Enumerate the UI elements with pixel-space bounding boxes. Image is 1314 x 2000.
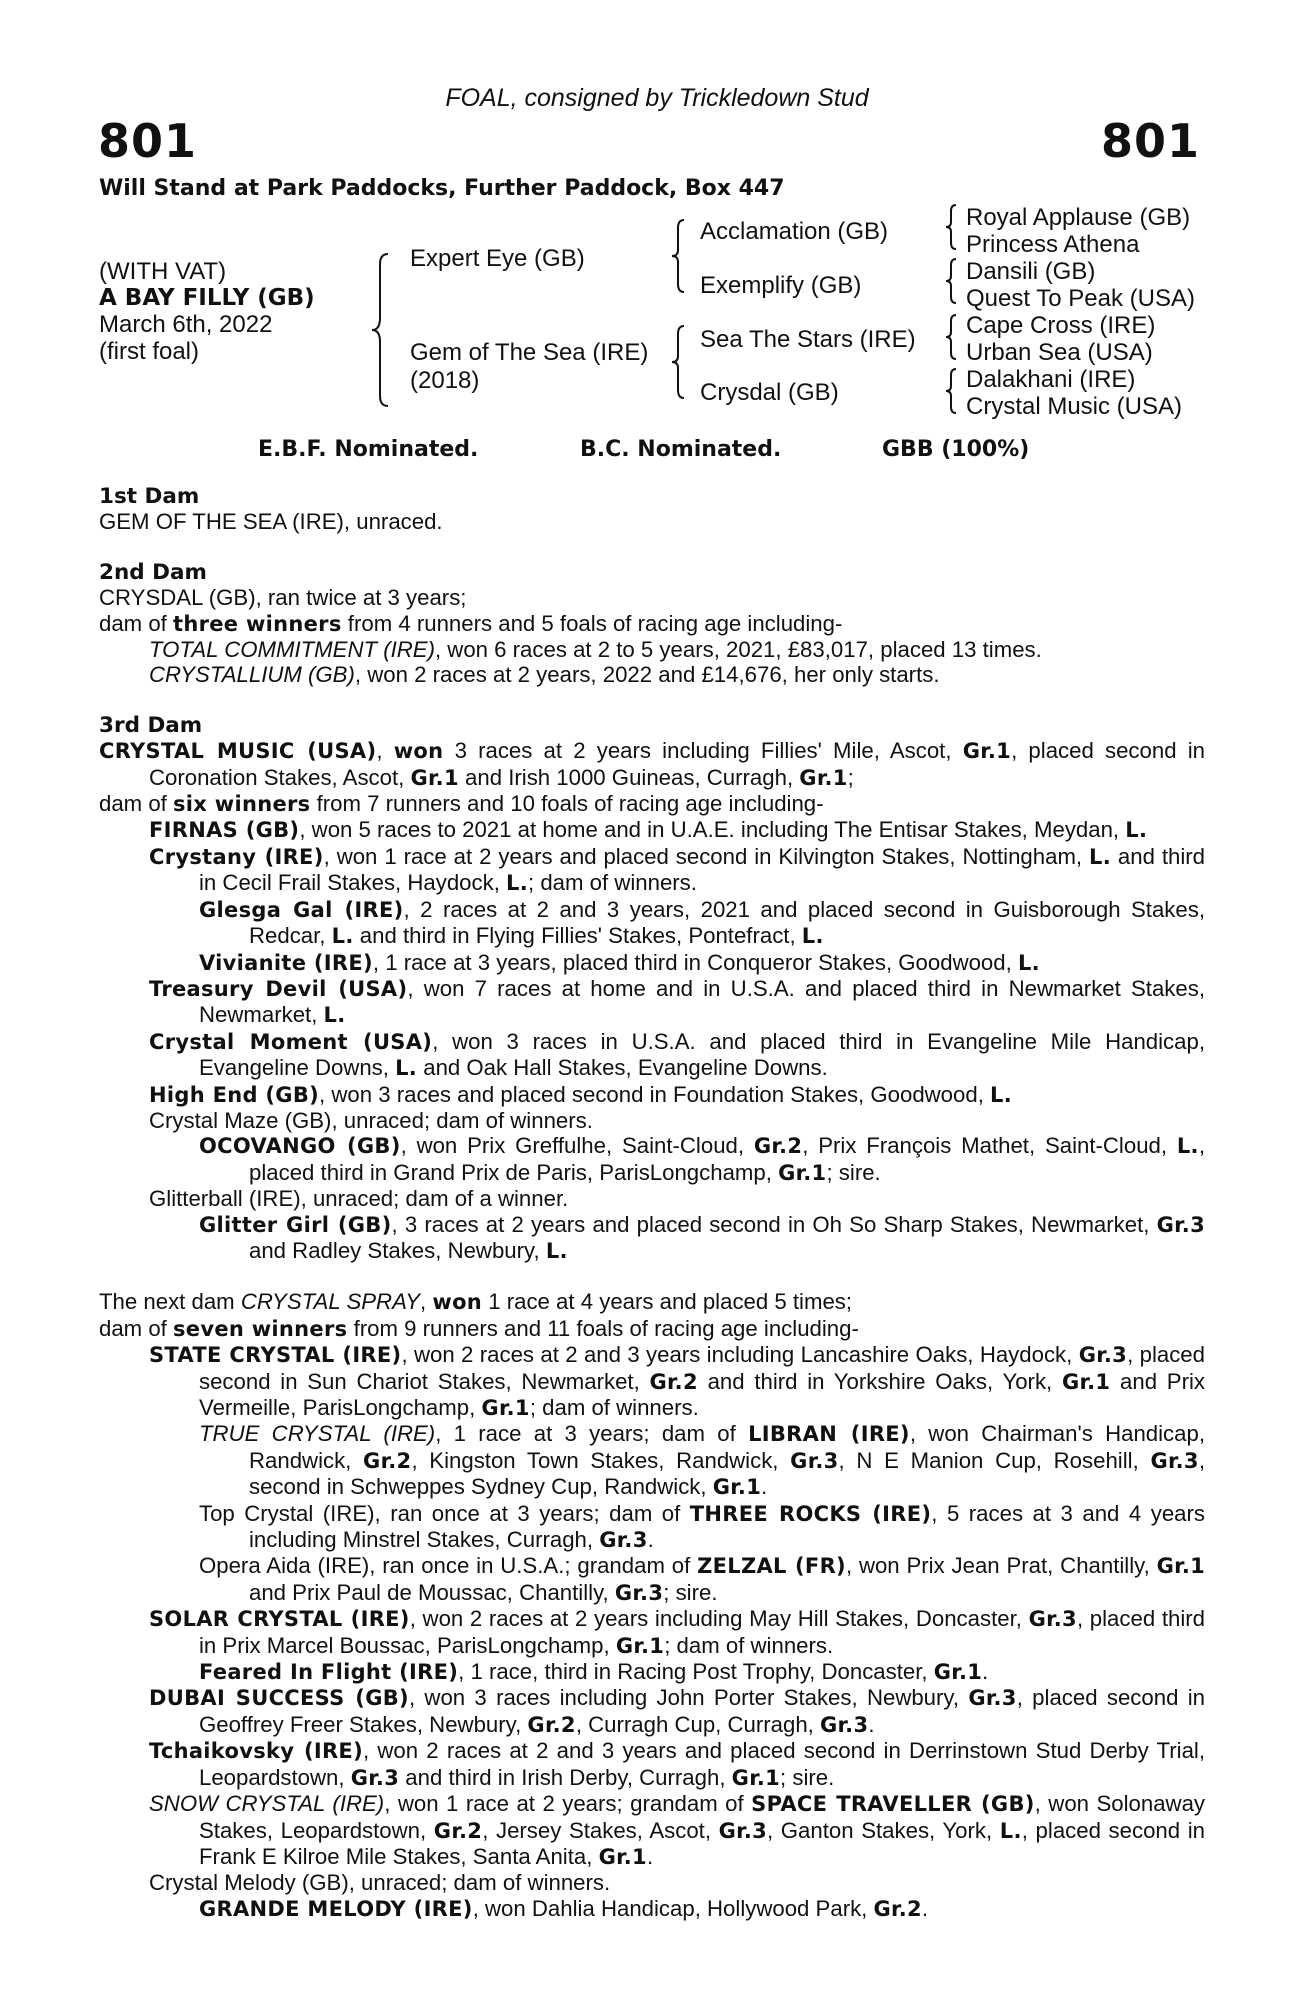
pedigree-sdd: Quest To Peak (USA) bbox=[966, 285, 1195, 312]
bc-nomination: B.C. Nominated. bbox=[580, 437, 782, 462]
pedigree-ddd: Crystal Music (USA) bbox=[966, 393, 1183, 420]
offspring-entry: Feared In Flight (IRE), 1 race, third in Racing Post Trophy, Doncaster, Gr.1. bbox=[199, 1659, 989, 1685]
pedigree-dam-sire: Sea The Stars (IRE) bbox=[700, 326, 916, 353]
offspring-entry: DUBAI SUCCESS (GB), won 3 races including John Porter Stakes, Newbury, Gr.3, placed second in Geoffrey Freer Stakes, Newbury, Gr.2, Curragh Cup, Curragh, Gr.3. bbox=[149, 1685, 1205, 1737]
offspring-entry: GRANDE MELODY (IRE), won Dahlia Handicap, Hollywood Park, Gr.2. bbox=[199, 1895, 929, 1921]
offspring-entry: Glesga Gal (IRE), 2 races at 2 and 3 years, 2021 and placed second in Guisborough Stakes, Redcar, L. and third in Flying Fillies' Stakes, Pontefract, L. bbox=[199, 896, 1205, 949]
third-dam-produce-line: dam of six winners from 7 runners and 10 foals of racing age including- bbox=[99, 791, 824, 817]
pedigree-dam-dam: Crysdal (GB) bbox=[700, 379, 839, 406]
second-dam-heading: 2nd Dam bbox=[99, 559, 207, 585]
offspring-entry: Top Crystal (IRE), ran once at 3 years; dam of THREE ROCKS (IRE), 5 races at 3 and 4 years including Minstrel Stakes, Curragh, Gr.3. bbox=[199, 1500, 1205, 1553]
offspring-entry: SOLAR CRYSTAL (IRE), won 2 races at 2 years including May Hill Stakes, Doncaster, Gr.3, placed third in Prix Marcel Boussac, ParisLongchamp, Gr.1; dam of winners. bbox=[149, 1606, 1205, 1658]
pedigree-brace-ds bbox=[942, 312, 960, 362]
offspring-entry: TRUE CRYSTAL (IRE), 1 race at 3 years; dam of LIBRAN (IRE), won Chairman's Handicap, Randwick, Gr.2, Kingston Town Stakes, Randwick, Gr.3, N E Manion Cup, Rosehill, Gr.3, second in Schweppes Sydney Cup, Randwick, Gr.1. bbox=[199, 1421, 1205, 1500]
first-dam-text: GEM OF THE SEA (IRE), unraced. bbox=[99, 509, 443, 535]
pedigree-brace-dd bbox=[942, 366, 960, 416]
second-dam-line: CRYSDAL (GB), ran twice at 3 years; bbox=[99, 585, 467, 611]
foal-note: (first foal) bbox=[99, 338, 200, 365]
offspring-entry: CRYSTALLIUM (GB), won 2 races at 2 years, 2022 and £14,676, her only starts. bbox=[149, 662, 940, 688]
pedigree-dss: Cape Cross (IRE) bbox=[966, 312, 1156, 339]
pedigree-dds: Dalakhani (IRE) bbox=[966, 366, 1136, 393]
third-dam-heading: 3rd Dam bbox=[99, 712, 203, 738]
offspring-entry: Crystany (IRE), won 1 race at 2 years and placed second in Kilvington Stakes, Nottingham, L. and third in Cecil Frail Stakes, Haydock, L.; dam of winners. bbox=[149, 843, 1206, 896]
lot-number-right: 801 bbox=[1100, 114, 1200, 168]
pedigree-sire: Expert Eye (GB) bbox=[410, 245, 585, 272]
offspring-entry: Glitterball (IRE), unraced; dam of a winner. bbox=[149, 1186, 569, 1212]
offspring-entry: Glitter Girl (GB), 3 races at 2 years and placed second in Oh So Sharp Stakes, Newmarket, Gr.3 and Radley Stakes, Newbury, L. bbox=[199, 1211, 1205, 1263]
gbb-status: GBB (100%) bbox=[882, 437, 1030, 462]
pedigree-dsd: Urban Sea (USA) bbox=[966, 339, 1153, 366]
stand-location: Will Stand at Park Paddocks, Further Paddock, Box 447 bbox=[99, 176, 785, 201]
offspring-entry: Crystal Moment (USA), won 3 races in U.S.A. and placed third in Evangeline Mile Handicap, Evangeline Downs, L. and Oak Hall Stakes, Evangeline Downs. bbox=[149, 1028, 1205, 1081]
offspring-entry: FIRNAS (GB), won 5 races to 2021 at home and in U.A.E. including The Entisar Stakes, Meydan, L. bbox=[149, 817, 1148, 843]
offspring-entry: Opera Aida (IRE), ran once in U.S.A.; grandam of ZELZAL (FR), won Prix Jean Prat, Chantilly, Gr.1 and Prix Paul de Moussac, Chantilly, Gr.3; sire. bbox=[199, 1553, 1206, 1605]
next-dam-produce-line: dam of seven winners from 9 runners and 11 foals of racing age including- bbox=[99, 1315, 859, 1341]
foaling-date: March 6th, 2022 bbox=[99, 311, 273, 338]
offspring-entry: Vivianite (IRE), 1 race at 3 years, placed third in Conqueror Stakes, Goodwood, L. bbox=[199, 949, 1040, 975]
horse-name: A BAY FILLY (GB) bbox=[99, 285, 315, 311]
next-dam-line: The next dam CRYSTAL SPRAY, won 1 race at 4 years and placed 5 times; bbox=[99, 1289, 853, 1315]
pedigree-brace-sire bbox=[668, 216, 688, 296]
second-dam-produce-line: dam of three winners from 4 runners and 5 foals of racing age including- bbox=[99, 610, 843, 636]
offspring-entry: STATE CRYSTAL (IRE), won 2 races at 2 and 3 years including Lancashire Oaks, Haydock, Gr.3, placed second in Sun Chariot Stakes, Newmarket, Gr.2 and third in Yorkshire Oaks, York, Gr.1 and Prix Vermeille, ParisLongchamp, Gr.1; dam of winners. bbox=[149, 1342, 1205, 1420]
first-dam-heading: 1st Dam bbox=[99, 484, 200, 509]
catalogue-body bbox=[99, 484, 1205, 1922]
pedigree-dam-year: (2018) bbox=[410, 367, 480, 394]
pedigree-brace-sd bbox=[942, 256, 960, 306]
offspring-entry: Crystal Maze (GB), unraced; dam of winners. bbox=[149, 1107, 593, 1133]
lot-number-left: 801 bbox=[98, 114, 198, 168]
offspring-entry: Crystal Melody (GB), unraced; dam of winners. bbox=[149, 1870, 611, 1896]
consignor-line: FOAL, consigned by Trickledown Stud bbox=[445, 84, 869, 112]
pedigree-sire-sire: Acclamation (GB) bbox=[700, 218, 889, 245]
offspring-entry: Tchaikovsky (IRE), won 2 races at 2 and 3 years and placed second in Derrinstown Stud Derby Trial, Leopardstown, Gr.3 and third in Irish Derby, Curragh, Gr.1; sire. bbox=[149, 1738, 1205, 1790]
offspring-entry: High End (GB), won 3 races and placed second in Foundation Stakes, Goodwood, L. bbox=[149, 1081, 1013, 1107]
third-dam-entry: CRYSTAL MUSIC (USA), won 3 races at 2 years including Fillies' Mile, Ascot, Gr.1, placed second in Coronation Stakes, Ascot, Gr.1 and Irish 1000 Guineas, Curragh, Gr.1; bbox=[99, 738, 1205, 790]
offspring-entry: TOTAL COMMITMENT (IRE), won 6 races at 2 to 5 years, 2021, £83,017, placed 13 times. bbox=[149, 637, 1042, 663]
pedigree-sire-dam: Exemplify (GB) bbox=[700, 272, 862, 299]
pedigree-dam: Gem of The Sea (IRE) bbox=[410, 339, 649, 366]
offspring-entry: SNOW CRYSTAL (IRE), won 1 race at 2 years; grandam of SPACE TRAVELLER (GB), won Solonaway Stakes, Leopardstown, Gr.2, Jersey Stakes, Ascot, Gr.3, Ganton Stakes, York, L., placed second in Frank E Kilroe Mile Stakes, Santa Anita, Gr.1. bbox=[149, 1791, 1206, 1869]
ebf-nomination: E.B.F. Nominated. bbox=[258, 437, 479, 462]
pedigree-brace-main bbox=[368, 250, 392, 410]
pedigree-sss: Royal Applause (GB) bbox=[966, 204, 1191, 231]
offspring-entry: OCOVANGO (GB), won Prix Greffulhe, Saint-Cloud, Gr.2, Prix François Mathet, Saint-Cloud, L., placed third in Grand Prix de Paris, ParisLongchamp, Gr.1; sire. bbox=[199, 1133, 1205, 1185]
offspring-entry: Treasury Devil (USA), won 7 races at home and in U.S.A. and placed third in Newmarket Stakes, Newmarket, L. bbox=[149, 975, 1205, 1028]
pedigree-brace-ss bbox=[942, 202, 960, 252]
pedigree-ssd: Princess Athena bbox=[966, 231, 1140, 258]
pedigree-brace-dam bbox=[668, 322, 688, 402]
vat-note: (WITH VAT) bbox=[99, 258, 227, 285]
pedigree-sds: Dansili (GB) bbox=[966, 258, 1096, 285]
